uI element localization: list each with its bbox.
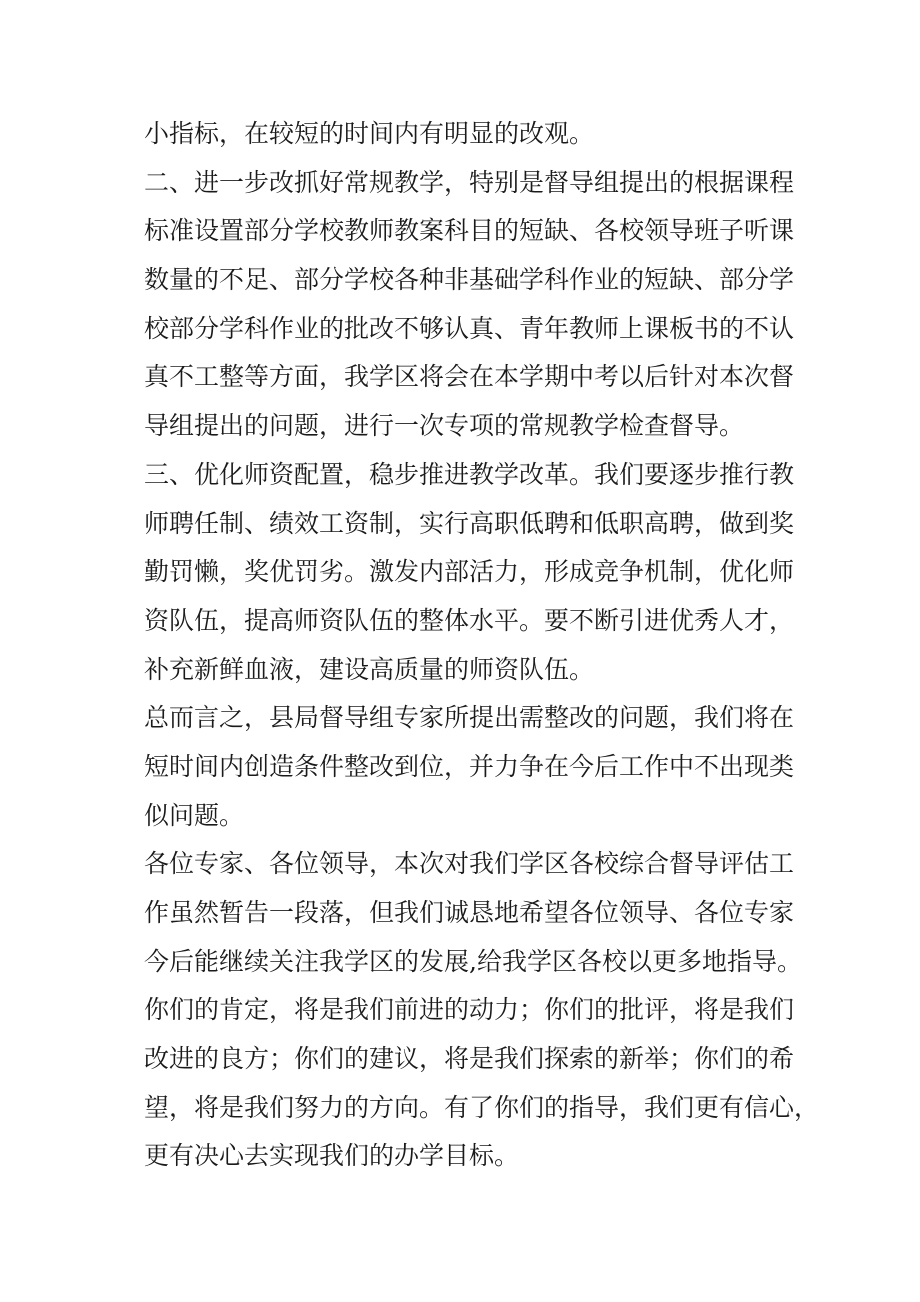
- text-line: 标准设置部分学校教师教案科目的短缺、各校领导班子听课: [144, 216, 795, 246]
- text-line: 补充新鲜血液，建设高质量的师资队伍。: [144, 654, 595, 684]
- text-line: 勤罚懒，奖优罚劣。激发内部活力，形成竞争机制，优化师: [144, 557, 795, 587]
- text-line: 改进的良方；你们的建议，将是我们探索的新举；你们的希: [144, 1044, 795, 1074]
- text-line: 真不工整等方面，我学区将会在本学期中考以后针对本次督: [144, 362, 795, 392]
- text-line: 各位专家、各位领导，本次对我们学区各校综合督导评估工: [144, 849, 795, 879]
- text-line: 作虽然暂告一段落，但我们诚恳地希望各位领导、各位专家: [144, 898, 795, 927]
- text-line: 似问题。: [144, 800, 245, 830]
- text-line: 资队伍，提高师资队伍的整体水平。要不断引进优秀人才，: [144, 605, 795, 635]
- text-line: 二、进一步改抓好常规教学，特别是督导组提出的根据课程: [144, 167, 795, 197]
- text-line: 今后能继续关注我学区的发展,给我学区各校以更多地指导。: [144, 946, 802, 976]
- text-line: 数量的不足、部分学校各种非基础学科作业的短缺、部分学: [144, 265, 795, 295]
- text-line: 小指标，在较短的时间内有明显的改观。: [144, 119, 595, 148]
- text-line: 师聘任制、绩效工资制，实行高职低聘和低职高聘，做到奖: [144, 508, 795, 538]
- text-line: 三、优化师资配置，稳步推进教学改革。我们要逐步推行教: [144, 459, 795, 489]
- text-line: 你们的肯定，将是我们前进的动力；你们的批评，将是我们: [144, 995, 795, 1025]
- text-line: 导组提出的问题，进行一次专项的常规教学检查督导。: [144, 411, 745, 441]
- document-body: [144, 110, 820, 1181]
- text-line: 校部分学科作业的批改不够认真、青年教师上课板书的不认: [144, 313, 795, 343]
- text-line: 总而言之，县局督导组专家所提出需整改的问题，我们将在: [144, 703, 795, 733]
- text-line: 更有决心去实现我们的办学目标。: [144, 1141, 520, 1171]
- text-line: 望，将是我们努力的方向。有了你们的指导，我们更有信心，: [144, 1092, 820, 1122]
- text-line: 短时间内创造条件整改到位，并力争在今后工作中不出现类: [144, 751, 795, 781]
